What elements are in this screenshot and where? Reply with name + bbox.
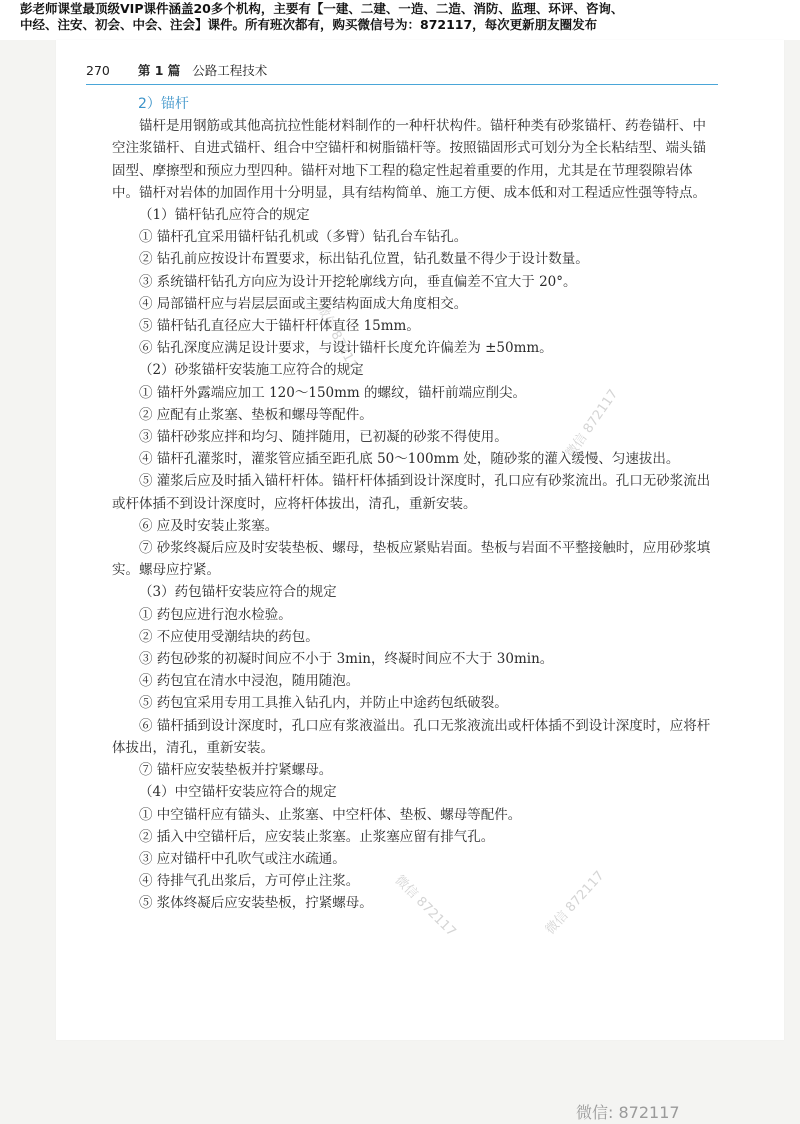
list-item: ③ 药包砂浆的初凝时间应不小于 3min，终凝时间应不大于 30min。 (139, 651, 554, 668)
list-item: ⑤ 药包宜采用专用工具推入钻孔内，并防止中途药包纸破裂。 (139, 695, 508, 712)
list-item: ⑤ 浆体终凝后应安装垫板，拧紧螺母。 (139, 895, 373, 912)
running-header (86, 60, 718, 85)
promo-banner-line-2: 中经、注安、初会、中会、注会】课件。所有班次都有，购买微信号为：872117，每次更新朋友圈发布 (20, 17, 598, 32)
chapter-title: 公路工程技术 (192, 63, 268, 78)
list-item: ① 药包应进行泡水检验。 (139, 606, 292, 623)
group-heading: （3）药包锚杆安装应符合的规定 (139, 584, 337, 601)
list-item: ⑥ 应及时安装止浆塞。 (139, 517, 279, 534)
watermark: 微信 872117 (313, 301, 364, 380)
list-item: ④ 锚杆孔灌浆时，灌浆管应插至距孔底 50～100mm 处，随砂浆的灌入缓慢、匀速拔出。 (139, 451, 680, 468)
list-item: ③ 应对锚杆中孔吹气或注水疏通。 (139, 850, 346, 867)
footer-watermark: 微信: 872117 (576, 1103, 680, 1122)
list-item: ④ 药包宜在清水中浸泡，随用随泡。 (139, 673, 360, 690)
list-item: ⑤ 锚杆钻孔直径应大于锚杆杆体直径 15mm。 (139, 318, 420, 335)
list-item: ② 钻孔前应按设计布置要求，标出钻孔位置，钻孔数量不得少于设计数量。 (139, 251, 589, 268)
list-item: ③ 系统锚杆钻孔方向应为设计开挖轮廓线方向，垂直偏差不宜大于 20°。 (139, 273, 577, 290)
list-item: ② 插入中空锚杆后，应安装止浆塞。止浆塞应留有排气孔。 (139, 828, 495, 845)
watermark: 微信 872117 (563, 386, 622, 461)
section-intro: 锚杆是用钢筋或其他高抗拉性能材料制作的一种杆状构件。锚杆种类有砂浆锚杆、药卷锚杆、中空注浆锚杆、自进式锚杆、组合中空锚杆和树脂锚杆等。按照锚固形式可划分为全长粘结型、端头锚固型、摩擦型和预应力型四种。锚杆对地下工程的稳定性起着重要的作用，尤其是在节理裂隙岩体中。锚杆对岩体的加固作用十分明显，具有结构简单、施工方便、成本低和对工程适应性强等特点。 (112, 118, 706, 201)
group-heading: （1）锚杆钻孔应符合的规定 (139, 207, 310, 224)
list-item: ⑥ 钻孔深度应满足设计要求，与设计锚杆长度允许偏差为 ±50mm。 (139, 340, 553, 357)
section-title: 2）锚杆 (138, 96, 189, 112)
list-item: ① 锚杆外露端应加工 120～150mm 的螺纹，锚杆前端应削尖。 (139, 384, 527, 401)
list-item: ⑤ 灌浆后应及时插入锚杆杆体。锚杆杆体插到设计深度时，孔口应有砂浆流出。孔口无砂浆流出或杆体插不到设计深度时，应将杆体拔出，清孔，重新安装。 (112, 473, 711, 512)
list-item: ⑦ 锚杆应安装垫板并拧紧螺母。 (139, 762, 333, 779)
list-item: ⑦ 砂浆终凝后应及时安装垫板、螺母，垫板应紧贴岩面。垫板与岩面不平整接触时，应用砂浆填实。螺母应拧紧。 (112, 540, 711, 579)
watermark: 微信 872117 (542, 868, 608, 938)
group-heading: （2）砂浆锚杆安装施工应符合的规定 (139, 362, 364, 379)
list-item: ① 中空锚杆应有锚头、止浆塞、中空杆体、垫板、螺母等配件。 (139, 806, 522, 823)
list-item: ④ 局部锚杆应与岩层层面或主要结构面成大角度相交。 (139, 295, 468, 312)
page-number: 270 (86, 63, 110, 78)
promo-banner (0, 0, 800, 40)
watermark: 微信 872117 (391, 872, 459, 940)
list-item: ② 不应使用受潮结块的药包。 (139, 628, 319, 645)
group-heading: （4）中空锚杆安装应符合的规定 (139, 784, 337, 801)
promo-banner-line-1: 彭老师课堂最顶级VIP课件涵盖20多个机构，主要有【一建、二建、一造、二造、消防、监理、环评、咨询、 (20, 1, 624, 16)
chapter-label: 第 1 篇 (137, 63, 181, 78)
list-item: ⑥ 锚杆插到设计深度时，孔口应有浆液溢出。孔口无浆液流出或杆体插不到设计深度时，应将杆体拔出，清孔，重新安装。 (112, 717, 711, 756)
list-item: ④ 待排气孔出浆后，方可停止注浆。 (139, 873, 360, 890)
list-item: ③ 锚杆砂浆应拌和均匀、随拌随用，已初凝的砂浆不得使用。 (139, 429, 508, 446)
document-body (112, 93, 712, 915)
list-item: ② 应配有止浆塞、垫板和螺母等配件。 (139, 406, 373, 423)
list-item: ① 锚杆孔宜采用锚杆钻孔机或（多臂）钻孔台车钻孔。 (139, 229, 468, 246)
